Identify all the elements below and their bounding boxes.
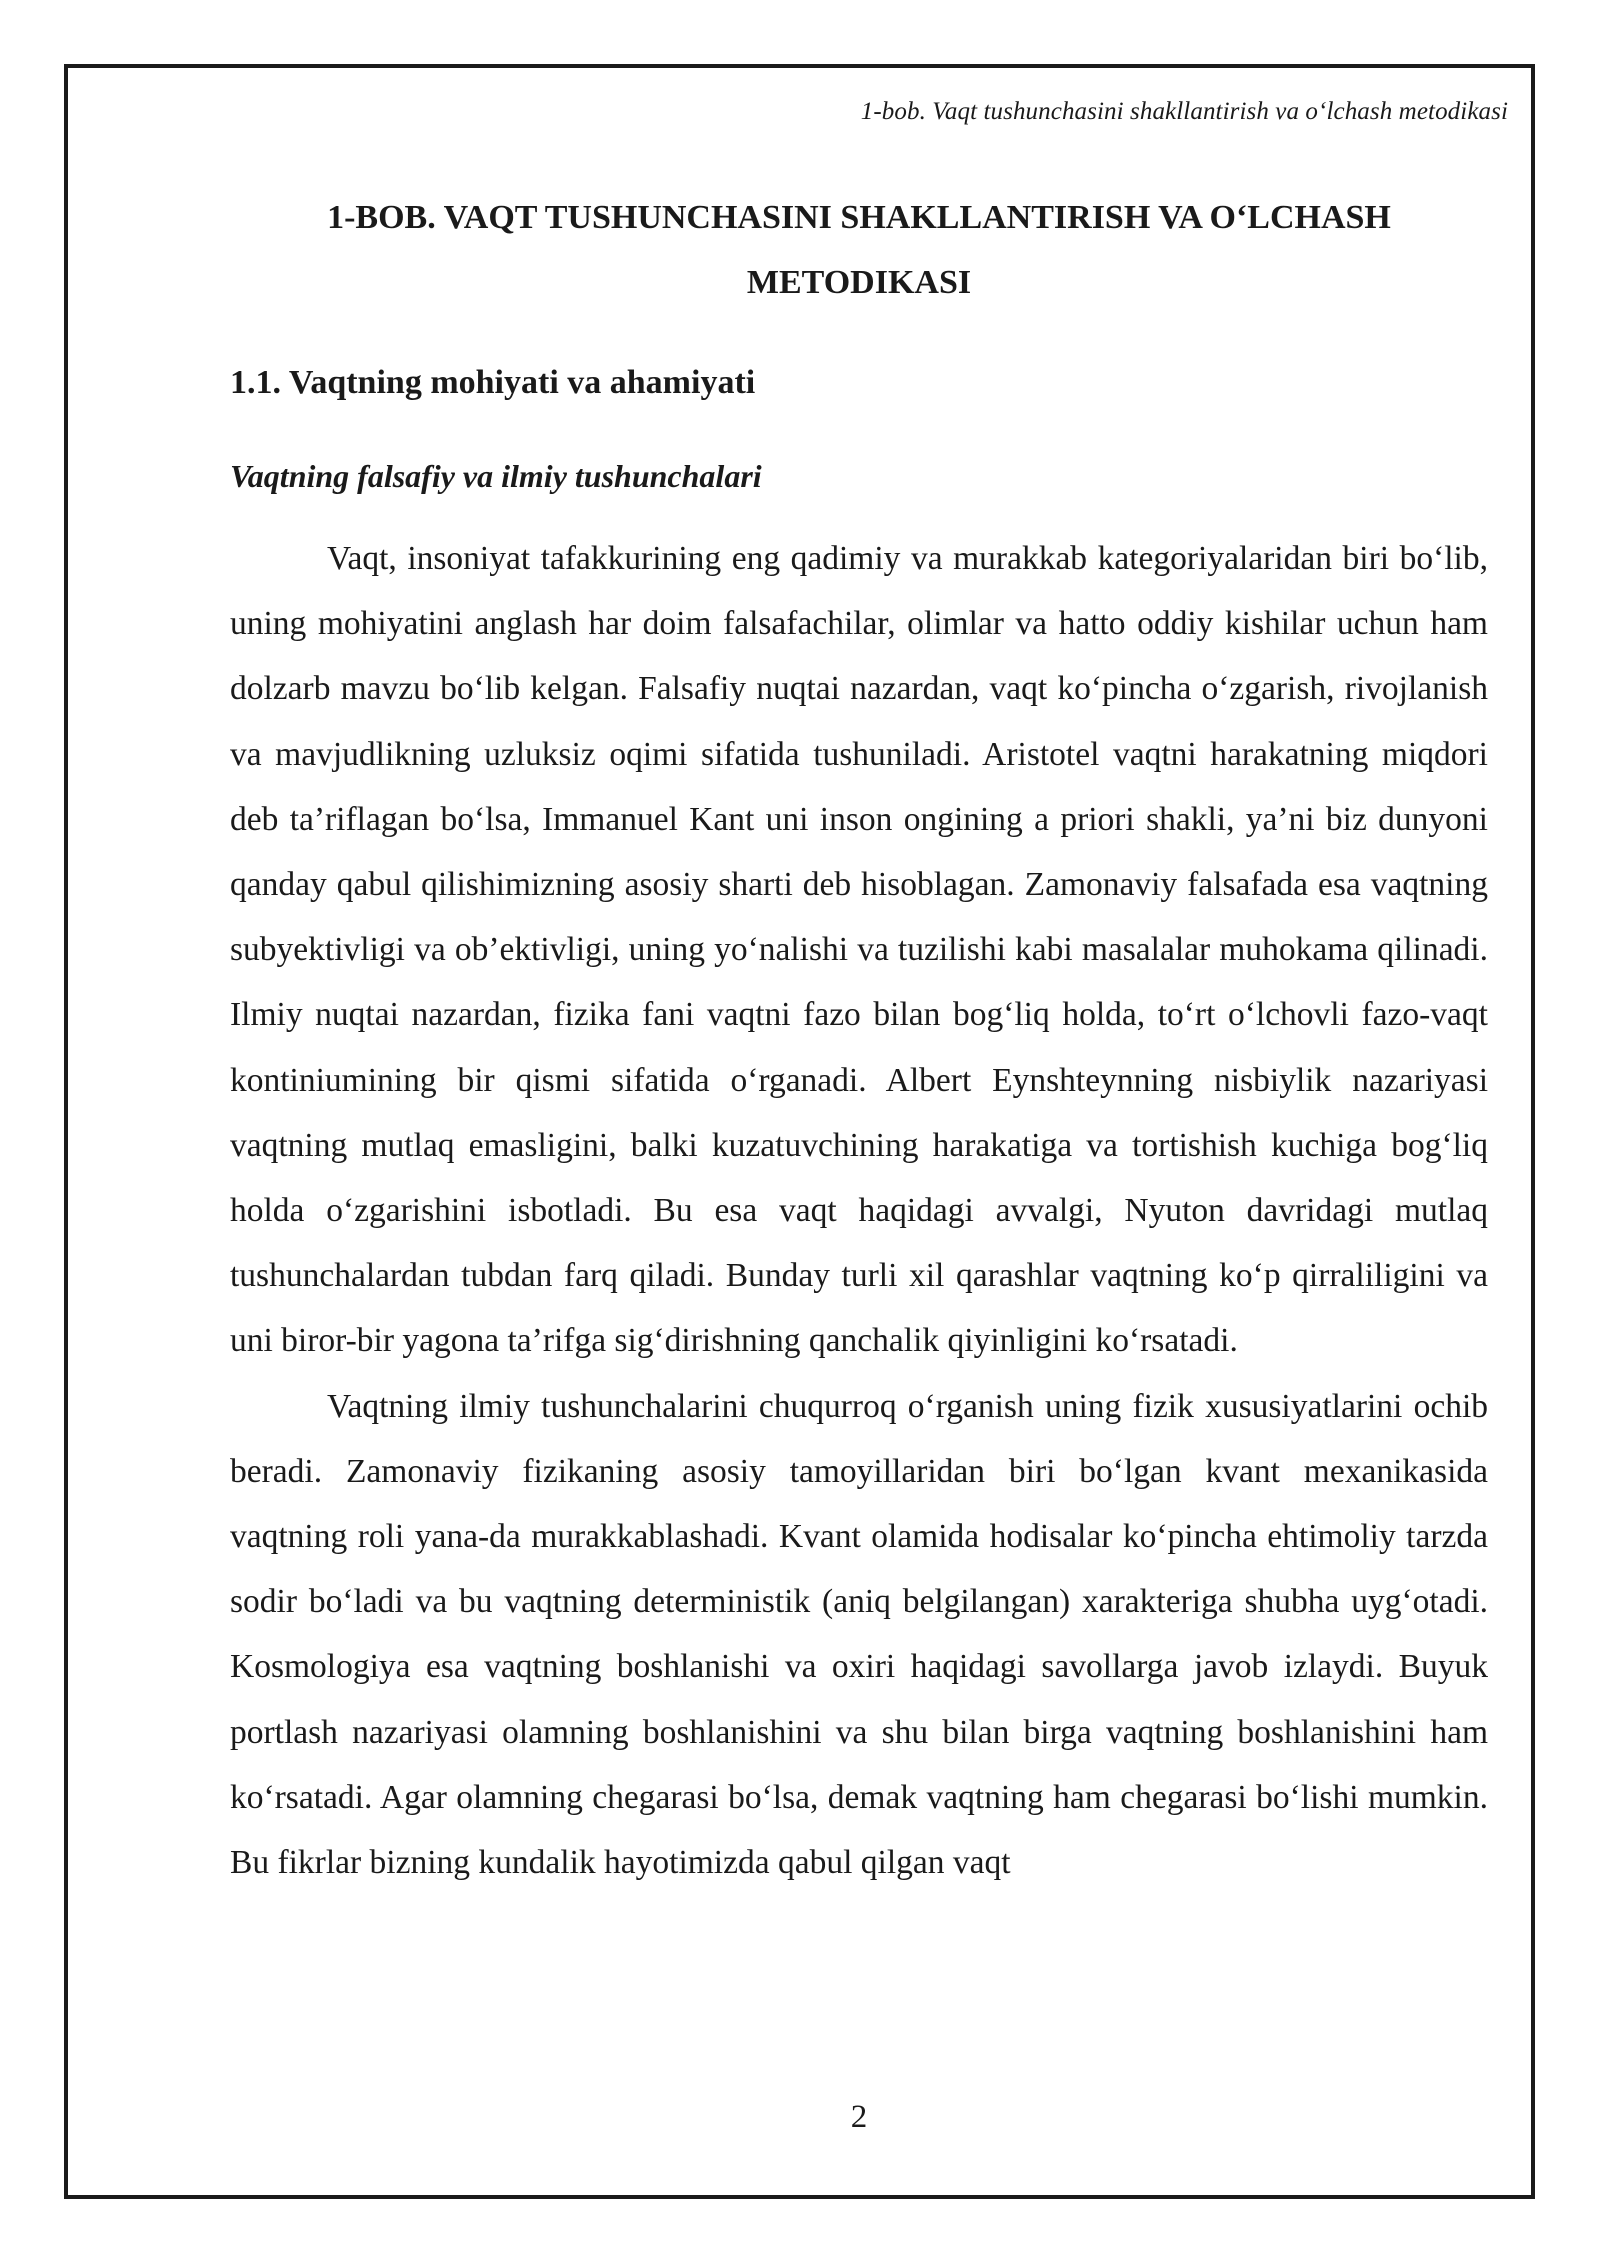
paragraph: Vaqt, insoniyat tafakkurining eng qadimiy va murakkab kategoriyalaridan biri bo‘lib, uning mohiyatini anglash har doim falsafachilar, olimlar va hatto oddiy kishilar uchun ham dolzarb mavzu bo‘lib kelgan. Falsafiy nuqtai nazardan, vaqt ko‘pincha o‘zgarish, rivojlanish va mavjudlikning uzluksiz oqimi sifatida tushuniladi. Aristotel vaqtni harakatning miqdori deb ta’riflagan bo‘lsa, Immanuel Kant uni inson ongining a priori shakli, ya’ni biz dunyoni qanday qabul qilishimizning asosiy sharti deb hisoblagan. Zamonaviy falsafada esa vaqtning subyektivligi va ob’ektivligi, uning yo‘nalishi va tuzilishi kabi masalalar muhokama qilinadi. Ilmiy nuqtai nazardan, fizika fani vaqtni fazo bilan bog‘liq holda, to‘rt o‘lchovli fazo-vaqt kontiniumining bir qismi sifatida o‘rganadi. Albert Eynshteynning nisbiylik nazariyasi vaqtning mutlaq emasligini, balki kuzatuvchining harakatiga va tortishish kuchiga bog‘liq holda o‘zgarishini isbotladi. Bu esa vaqt haqidagi avvalgi, Nyuton davridagi mutlaq tushunchalardan tubdan farq qiladi. Bunday turli xil qarashlar vaqtning ko‘p qirraliligini va uni biror-bir yagona ta’rifga sig‘dirishning qanchalik qiyinligini ko‘rsatadi. [230, 540, 1488, 1360]
section-title: 1.1. Vaqtning mohiyati va ahamiyati [230, 364, 756, 401]
body-text [230, 526, 1488, 1895]
paragraph: Vaqtning ilmiy tushunchalarini chuqurroq o‘rganish uning fizik xususiyatlarini ochib beradi. Zamonaviy fizikaning asosiy tamoyillaridan biri bo‘lgan kvant mexanikasida vaqtning roli yana-da murakkablashadi. Kvant olamida hodisalar ko‘pincha ehtimoliy tarzda sodir bo‘ladi va bu vaqtning deterministik (aniq belgilangan) xarakteriga shubha uyg‘otadi. Kosmologiya esa vaqtning boshlanishi va oxiri haqidagi savollarga javob izlaydi. Buyuk portlash nazariyasi olamning boshlanishini va shu bilan birga vaqtning boshlanishini ham ko‘rsatadi. Agar olamning chegarasi bo‘lsa, demak vaqtning ham chegarasi bo‘lishi mumkin. Bu fikrlar bizning kundalik hayotimizda qabul qilgan vaqt [230, 1387, 1488, 1882]
subsection-title: Vaqtning falsafiy va ilmiy tushunchalari [230, 458, 762, 494]
running-header: 1-bob. Vaqt tushunchasini shakllantirish va o‘lchash metodikasi [860, 98, 1508, 125]
chapter-title: 1-BOB. VAQT TUSHUNCHASINI SHAKLLANTIRISH VA O‘LCHASH METODIKASI [327, 199, 1391, 301]
page-number: 2 [850, 2099, 868, 2135]
